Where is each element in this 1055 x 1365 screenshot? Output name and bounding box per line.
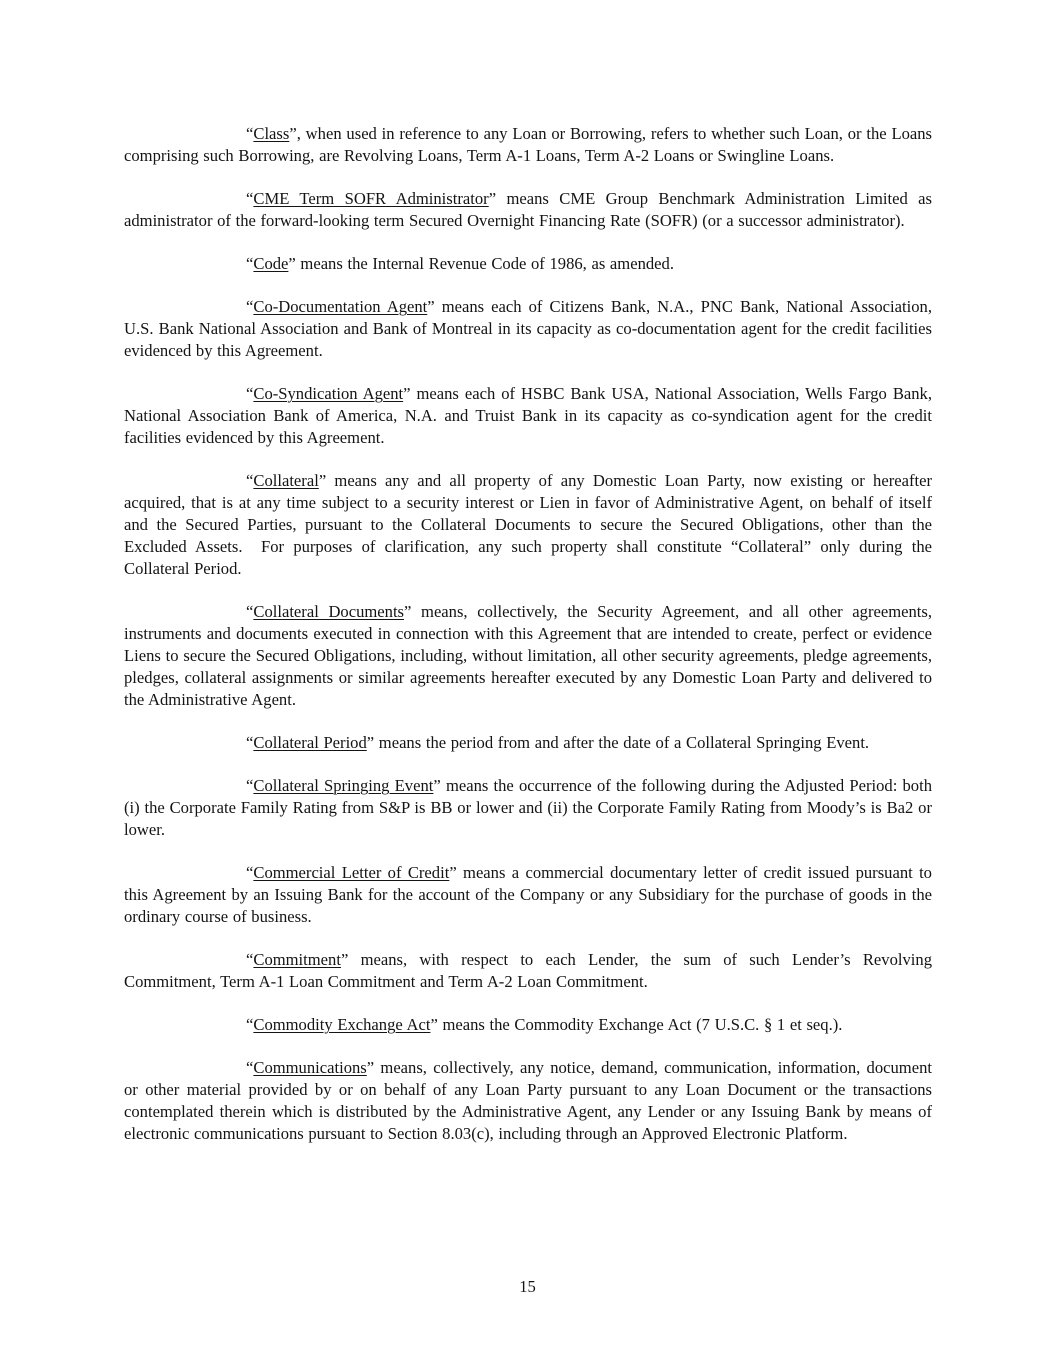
open-quote: “	[246, 124, 254, 143]
definition-paragraph	[124, 1057, 932, 1145]
defined-term: Co-Documentation Agent	[253, 297, 428, 316]
definition-text: ” means, with respect to each Lender, the sum of such Lender’s Revolving Commitment, Term A-1 Loan Commitment and Term A-2 Loan Commitment.	[124, 950, 932, 991]
definition-text: ” means any and all property of any Domestic Loan Party, now existing or hereafter acquired, that is at any time subject to a security interest or Lien in favor of Administrative Agent, on behalf of itself and the Secured Parties, pursuant to the Collateral Documents to secure the Secured Obligations, other than the Excluded Assets. For purposes of clarification, any such property shall constitute “Collateral” only during the Collateral Period.	[124, 471, 932, 578]
open-quote: “	[246, 733, 254, 752]
definition-text: ” means each of Citizens Bank, N.A., PNC Bank, National Association, U.S. Bank National Association and Bank of Montreal in its capacity as co-documentation agent for the credit facilities evidenced by this Agreement.	[124, 297, 932, 360]
definition-paragraph	[124, 296, 932, 362]
defined-term: Code	[253, 254, 289, 273]
definitions-section	[124, 123, 932, 1166]
definition-text: ” means the Commodity Exchange Act (7 U.S.C. § 1 et seq.).	[430, 1015, 843, 1034]
open-quote: “	[246, 602, 254, 621]
definition-text: ” means each of HSBC Bank USA, National Association, Wells Fargo Bank, National Association Bank of America, N.A. and Truist Bank in its capacity as co-syndication agent for the credit facilities evidenced by this Agreement.	[124, 384, 932, 447]
open-quote: “	[246, 297, 254, 316]
open-quote: “	[246, 1058, 254, 1077]
open-quote: “	[246, 384, 254, 403]
open-quote: “	[246, 950, 254, 969]
definition-paragraph	[124, 383, 932, 449]
open-quote: “	[246, 189, 254, 208]
defined-term: Co-Syndication Agent	[253, 384, 404, 403]
definition-paragraph	[124, 123, 932, 167]
definition-text: ” means the Internal Revenue Code of 1986, as amended.	[288, 254, 674, 273]
defined-term: Commercial Letter of Credit	[253, 863, 450, 882]
defined-term: Commitment	[253, 950, 341, 969]
defined-term: CME Term SOFR Administrator	[253, 189, 489, 208]
definition-paragraph	[124, 253, 932, 275]
definition-paragraph	[124, 949, 932, 993]
definition-paragraph	[124, 862, 932, 928]
defined-term: Commodity Exchange Act	[253, 1015, 431, 1034]
open-quote: “	[246, 863, 254, 882]
defined-term: Class	[253, 124, 290, 143]
definition-paragraph	[124, 775, 932, 841]
defined-term: Collateral Springing Event	[253, 776, 434, 795]
defined-term: Collateral	[253, 471, 319, 490]
open-quote: “	[246, 776, 254, 795]
definition-paragraph	[124, 470, 932, 580]
open-quote: “	[246, 254, 254, 273]
definition-text: ” means the occurrence of the following during the Adjusted Period: both (i) the Corporate Family Rating from S&P is BB or lower and (ii) the Corporate Family Rating from Moody’s is Ba2 or lower.	[124, 776, 933, 839]
defined-term: Collateral Documents	[253, 602, 405, 621]
definition-text: ” means, collectively, any notice, demand, communication, information, document or other material provided by or on behalf of any Loan Party pursuant to any Loan Document or the transactions contemplated therein which is distributed by the Administrative Agent, any Lender or any Issuing Bank by means of electronic communications pursuant to Section 8.03(c), including through an Approved Electronic Platform.	[124, 1058, 932, 1143]
open-quote: “	[246, 471, 254, 490]
definition-paragraph	[124, 188, 932, 232]
definition-text: ” means the period from and after the date of a Collateral Springing Event.	[366, 733, 870, 752]
definition-text: ” means, collectively, the Security Agreement, and all other agreements, instruments and documents executed in connection with this Agreement that are intended to create, perfect or evidence Liens to secure the Secured Obligations, including, without limitation, all other security agreements, pledge agreements, pledges, collateral assignments or similar agreements hereafter executed by any Domestic Loan Party and delivered to the Administrative Agent.	[124, 602, 933, 709]
page-number: 15	[519, 1277, 536, 1296]
definition-paragraph	[124, 601, 932, 711]
definition-paragraph	[124, 732, 932, 754]
definition-text: ” means CME Group Benchmark Administration Limited as administrator of the forward-looking term Secured Overnight Financing Rate (SOFR) (or a successor administrator).	[124, 189, 933, 230]
definition-paragraph	[124, 1014, 932, 1036]
defined-term: Communications	[253, 1058, 367, 1077]
definition-text: ” means a commercial documentary letter of credit issued pursuant to this Agreement by an Issuing Bank for the account of the Company or any Subsidiary for the purchase of goods in the ordinary course of business.	[124, 863, 932, 926]
open-quote: “	[246, 1015, 254, 1034]
defined-term: Collateral Period	[253, 733, 367, 752]
definition-text: ”, when used in reference to any Loan or Borrowing, refers to whether such Loan, or the Loans comprising such Borrowing, are Revolving Loans, Term A-1 Loans, Term A-2 Loans or Swingline Loans.	[124, 124, 932, 165]
